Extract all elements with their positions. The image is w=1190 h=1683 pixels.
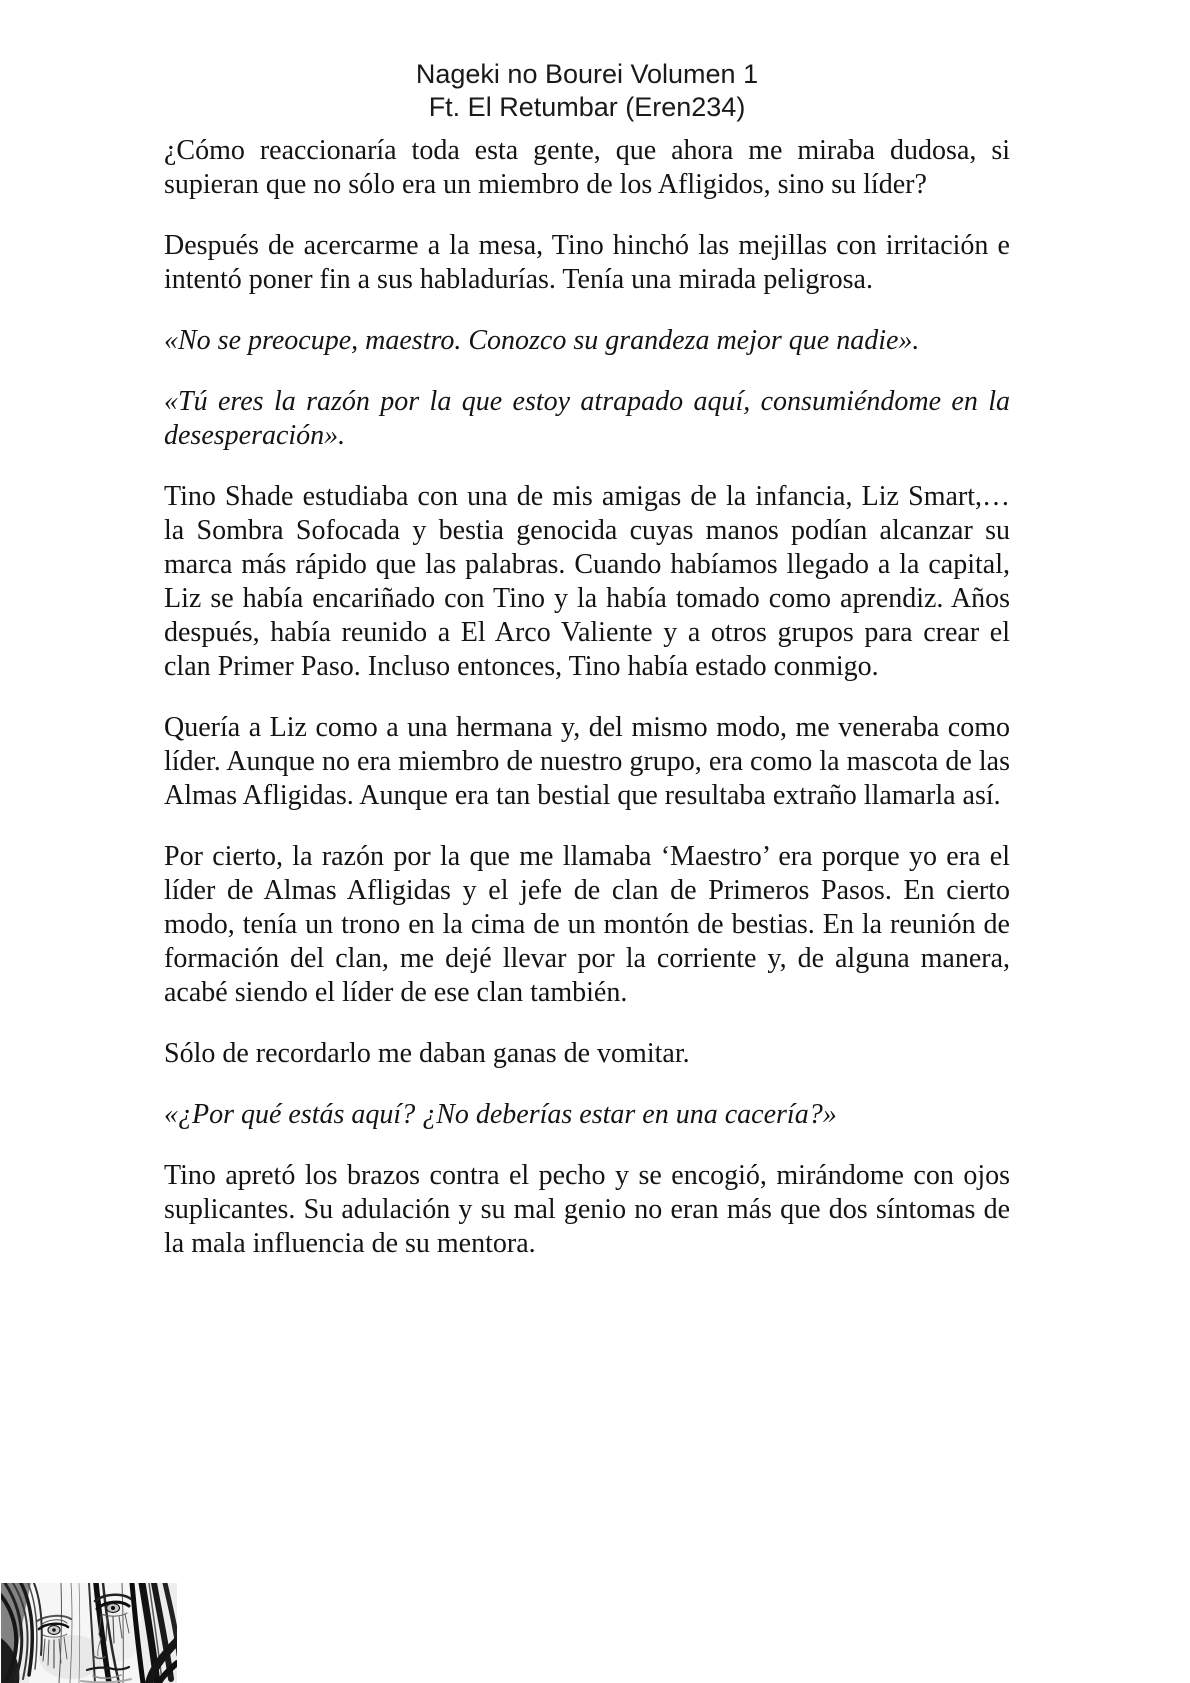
paragraph: Después de acercarme a la mesa, Tino hinchó las mejillas con irritación e intentó poner fin a sus habladurías. Tenía una mirada peligrosa. [164,230,1010,295]
paragraph-quote: «¿Por qué estás aquí? ¿No deberías estar en una cacería?» [164,1099,837,1130]
paragraph: Tino apretó los brazos contra el pecho y se encogió, mirándome con ojos suplicantes. Su adulación y su mal genio no eran más que dos síntomas de la mala influencia de su mentora. [164,1160,1010,1259]
paragraph: Por cierto, la razón por la que me llamaba ‘Maestro’ era porque yo era el líder de Almas Afligidas y el jefe de clan de Primeros Pasos. En cierto modo, tenía un trono en la cima de un montón de bestias. En la reunión de formación del clan, me dejé llevar por la corriente y, de alguna manera, acabé siendo el líder de ese clan también. [164,841,1010,1008]
page-header [164,58,1010,124]
body-text [164,134,1010,1261]
paragraph-quote: «No se preocupe, maestro. Conozco su grandeza mejor que nadie». [164,325,920,356]
page-subtitle: Ft. El Retumbar (Eren234) [428,92,746,122]
text-column [164,58,1010,1261]
paragraph: ¿Cómo reaccionaría toda esta gente, que ahora me miraba dudosa, si supieran que no sólo era un miembro de los Afligidos, sino su líder? [164,135,1010,200]
paragraph: Sólo de recordarlo me daban ganas de vomitar. [164,1038,690,1069]
paragraph: Tino Shade estudiaba con una de mis amigas de la infancia, Liz Smart,… la Sombra Sofocada y bestia genocida cuyas manos podían alcanzar su marca más rápido que las palabras. Cuando habíamos llegado a la capital, Liz se había encariñado con Tino y la había tomado como aprendiz. Años después, había reunido a El Arco Valiente y a otros grupos para crear el clan Primer Paso. Incluso entonces, Tino había estado conmigo. [164,481,1010,682]
manga-face-illustration [1,1583,177,1683]
paragraph-quote: «Tú eres la razón por la que estoy atrapado aquí, consumiéndome en la desesperación». [164,386,1010,451]
page-title: Nageki no Bourei Volumen 1 [415,59,759,89]
paragraph: Quería a Liz como a una hermana y, del mismo modo, me veneraba como líder. Aunque no era miembro de nuestro grupo, era como la mascota de las Almas Afligidas. Aunque era tan bestial que resultaba extraño llamarla así. [164,712,1010,811]
